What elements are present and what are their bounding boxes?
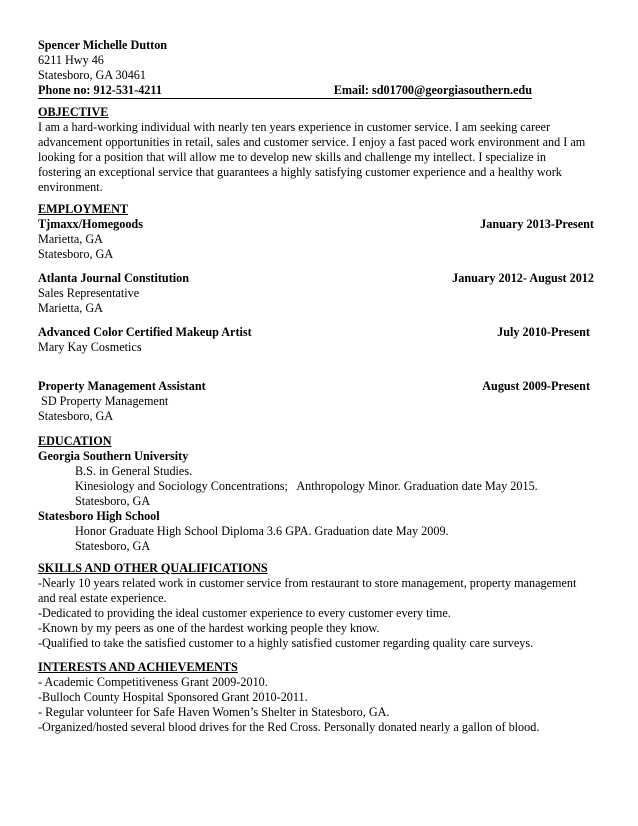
school-name: Statesboro High School — [38, 509, 160, 523]
interests-line: - Academic Competitiveness Grant 2009-2010. — [38, 675, 268, 689]
skills-section — [38, 561, 602, 651]
school-detail: Kinesiology and Sociology Concentrations; Anthropology Minor. Graduation date May 2015. — [75, 479, 538, 493]
school-detail: Statesboro, GA — [75, 539, 151, 553]
objective-line: environment. — [38, 180, 103, 194]
employment-section — [38, 202, 602, 424]
interests-line: -Organized/hosted several blood drives for the Red Cross. Personally donated nearly a gallon of blood. — [38, 720, 540, 734]
contact-block — [38, 38, 602, 99]
objective-section — [38, 105, 602, 195]
job-detail: Sales Representative — [38, 286, 140, 300]
job-date: August 2009-Present — [482, 379, 590, 393]
phone-email-line — [38, 83, 532, 99]
objective-line: looking for a position that will allow me to develop new skills and challenge my intellect. I specialize in — [38, 150, 547, 164]
school-detail: B.S. in General Studies. — [75, 464, 193, 478]
job-date: January 2013-Present — [480, 217, 594, 231]
job-title: Atlanta Journal Constitution — [38, 271, 190, 285]
skills-line: -Qualified to take the satisfied customer to a highly satisfied customer regarding quality care surveys. — [38, 636, 534, 650]
job-detail: Statesboro, GA — [38, 409, 114, 423]
job-title: Property Management Assistant — [38, 379, 206, 393]
education-heading: EDUCATION — [38, 434, 112, 448]
objective-line: advancement opportunities in retail, sales and customer service. I enjoy a fast paced work environment and I am — [38, 135, 586, 149]
job-detail: Mary Kay Cosmetics — [38, 340, 142, 354]
job-entry — [38, 379, 602, 424]
job-title: Advanced Color Certified Makeup Artist — [38, 325, 252, 339]
employment-heading: EMPLOYMENT — [38, 202, 129, 216]
skills-line: -Known by my peers as one of the hardest working people they know. — [38, 621, 380, 635]
interests-line: - Regular volunteer for Safe Haven Women’s Shelter in Statesboro, GA. — [38, 705, 390, 719]
objective-heading: OBJECTIVE — [38, 105, 109, 119]
school-detail: Statesboro, GA — [75, 494, 151, 508]
address-line-1: 6211 Hwy 46 — [38, 53, 104, 67]
education-section — [38, 434, 602, 554]
skills-line: -Dedicated to providing the ideal customer experience to every customer every time. — [38, 606, 451, 620]
phone-number: Phone no: 912-531-4211 — [38, 83, 162, 97]
interests-line: -Bulloch County Hospital Sponsored Grant 2010-2011. — [38, 690, 308, 704]
resume-name: Spencer Michelle Dutton — [38, 38, 168, 52]
job-date: July 2010-Present — [497, 325, 590, 339]
job-date: January 2012- August 2012 — [452, 271, 594, 285]
job-entry — [38, 217, 602, 262]
job-detail: Marietta, GA — [38, 232, 103, 246]
skills-heading: SKILLS AND OTHER QUALIFICATIONS — [38, 561, 268, 575]
skills-line: -Nearly 10 years related work in customer service from restaurant to store management, property management — [38, 576, 577, 590]
skills-line: and real estate experience. — [38, 591, 167, 605]
email-address[interactable]: Email: sd01700@georgiasouthern.edu — [333, 83, 532, 97]
objective-line: I am a hard-working individual with nearly ten years experience in customer service. I am seeking career — [38, 120, 550, 134]
job-entry — [38, 271, 602, 316]
interests-section — [38, 660, 602, 735]
objective-line: fostering an exceptional service that guarantees a highly satisfying customer experience and a healthy work — [38, 165, 562, 179]
job-title: Tjmaxx/Homegoods — [38, 217, 143, 231]
job-entry — [38, 325, 602, 355]
job-detail: Marietta, GA — [38, 301, 103, 315]
interests-heading: INTERESTS AND ACHIEVEMENTS — [38, 660, 238, 674]
job-detail: SD Property Management — [38, 394, 169, 408]
school-detail: Honor Graduate High School Diploma 3.6 GPA. Graduation date May 2009. — [75, 524, 449, 538]
address-line-2: Statesboro, GA 30461 — [38, 68, 146, 82]
school-name: Georgia Southern University — [38, 449, 189, 463]
job-detail: Statesboro, GA — [38, 247, 114, 261]
